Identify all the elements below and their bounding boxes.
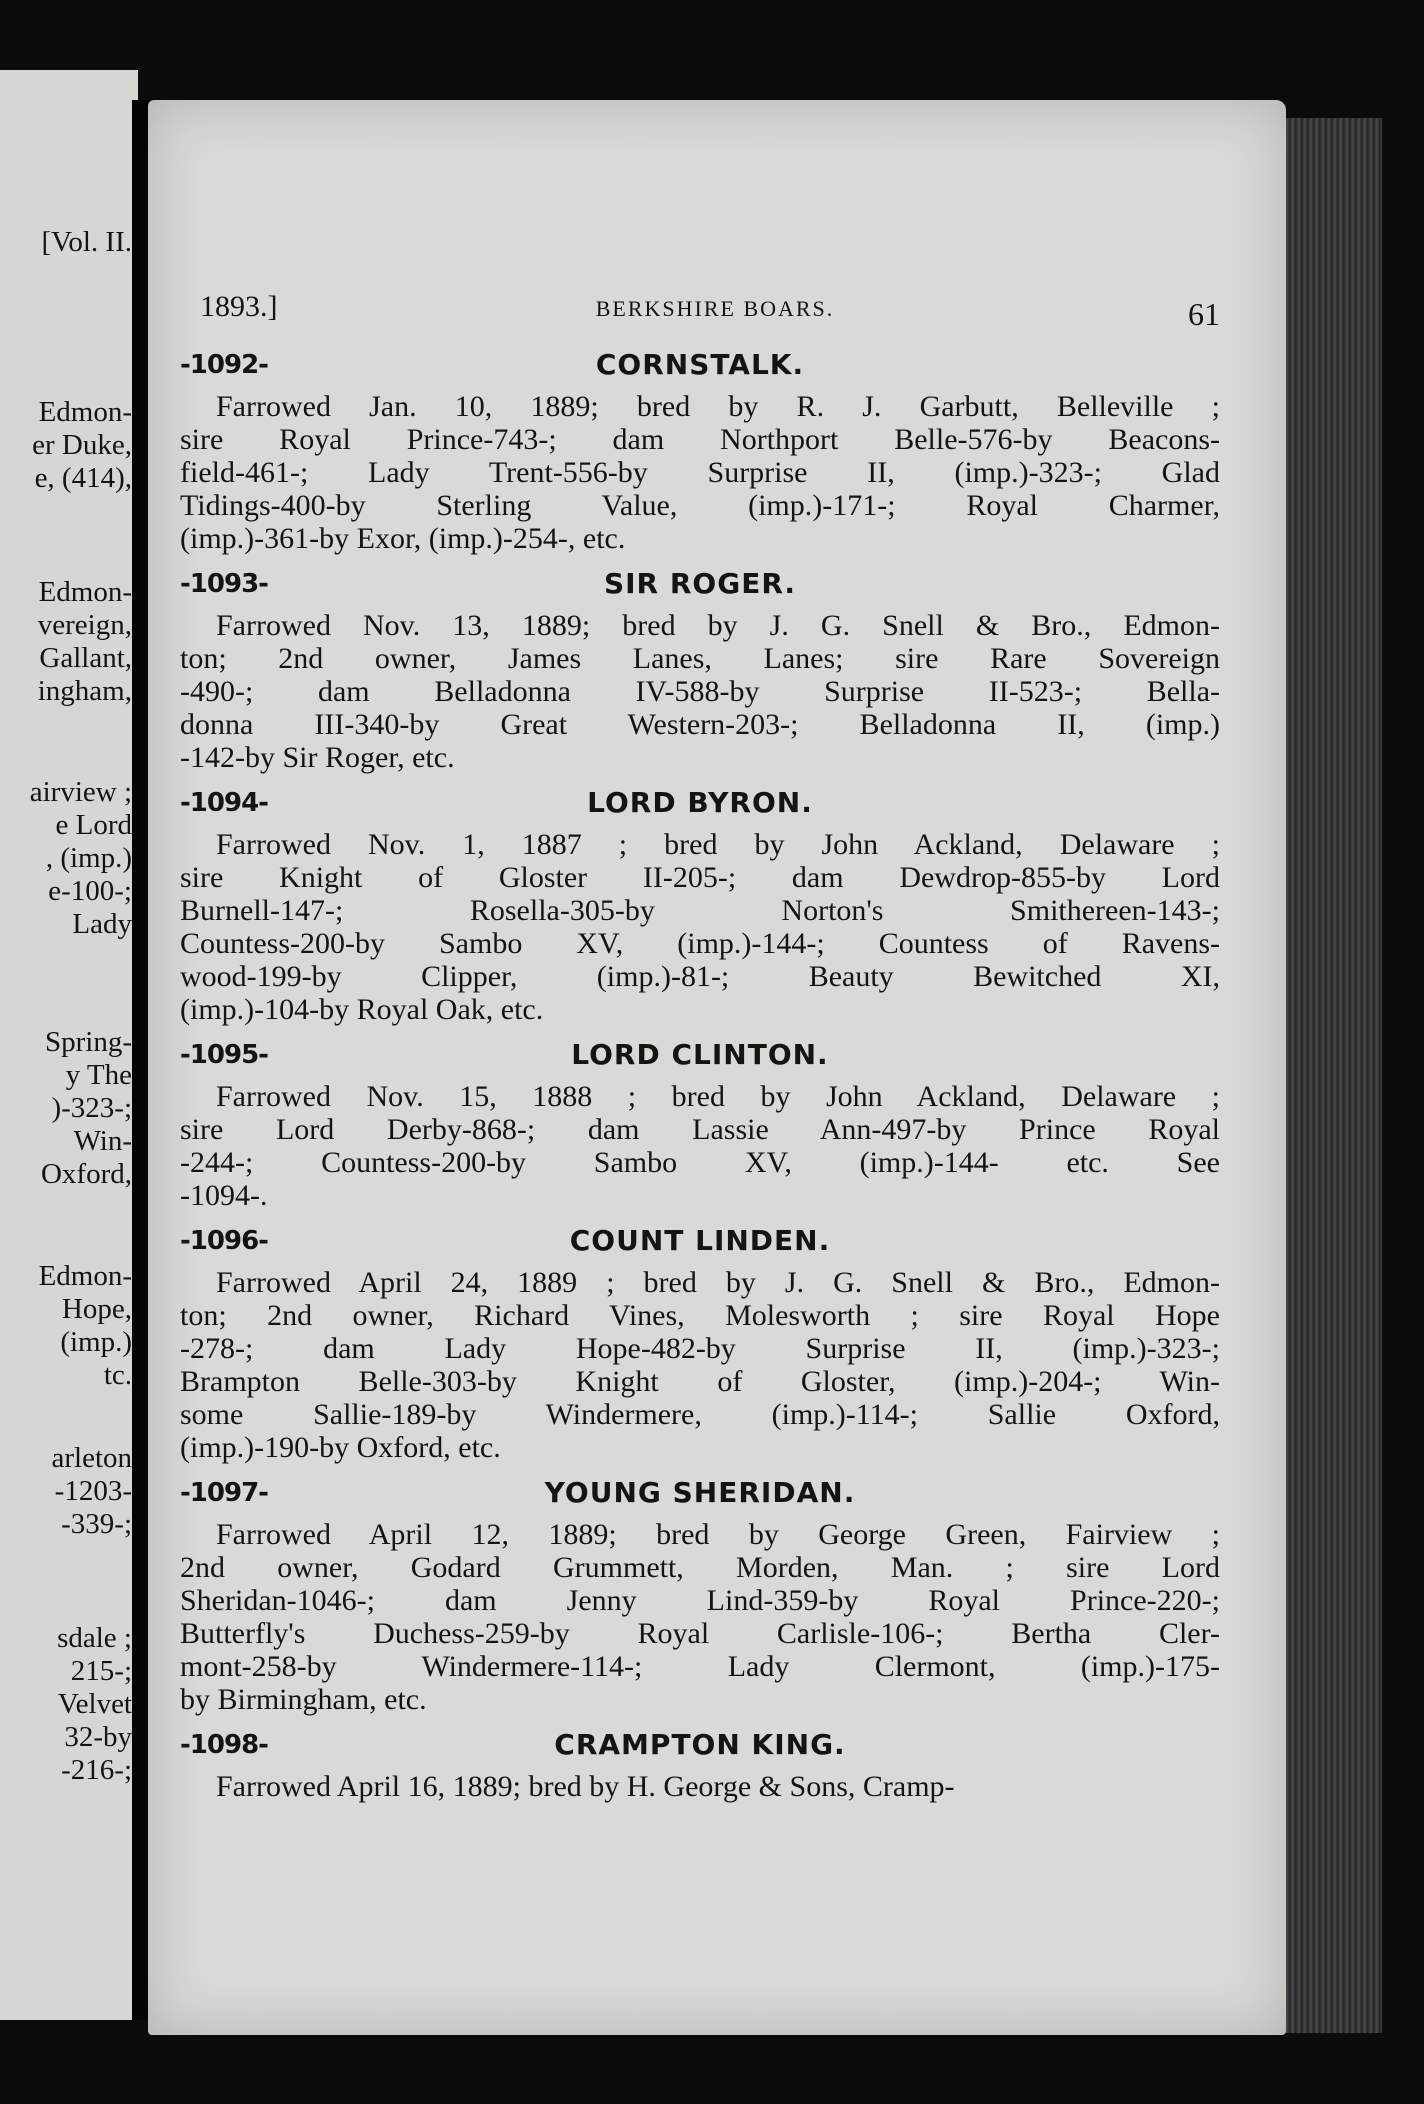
left-page-line: e Lord: [55, 809, 132, 841]
left-page-line: Hope,: [61, 1293, 132, 1325]
pedigree-line: field-461-; Lady Trent-556-by Surprise II, (imp.)-323-; Glad: [180, 456, 1220, 489]
entry-name: SIR ROGER.: [603, 567, 797, 600]
left-page-line: Lady: [72, 908, 132, 940]
left-page-line: -216-;: [61, 1754, 132, 1786]
entry-number: -1096-: [180, 1226, 268, 1256]
left-page-line: , (imp.): [45, 842, 132, 874]
left-page-line: er Duke,: [32, 429, 132, 461]
boar-entry: [180, 1724, 1220, 1803]
left-page-line: arleton: [51, 1442, 132, 1474]
boar-entry: [180, 1034, 1220, 1212]
pedigree-line: Farrowed April 12, 1889; bred by George Green, Fairview ;: [216, 1518, 1220, 1551]
entry-pedigree: [180, 828, 1220, 1026]
pedigree-line: Farrowed Nov. 13, 1889; bred by J. G. Snell & Bro., Edmon-: [216, 609, 1220, 642]
entry-pedigree: [180, 1518, 1220, 1716]
entry-pedigree: [180, 1770, 1220, 1803]
left-page-line: e-100-;: [48, 875, 132, 907]
pedigree-line: (imp.)-104-by Royal Oak, etc.: [180, 993, 544, 1026]
entry-heading: [180, 563, 1220, 609]
entry-number: -1098-: [180, 1730, 268, 1760]
left-page-line: Edmon-: [38, 576, 132, 608]
pedigree-line: -1094-.: [180, 1179, 268, 1212]
entry-number: -1094-: [180, 788, 268, 818]
left-page-line: -339-;: [61, 1508, 132, 1540]
entry-heading: [180, 1472, 1220, 1518]
entry-name: CORNSTALK.: [595, 348, 805, 381]
left-page-line: )-323-;: [51, 1092, 132, 1124]
entry-heading: [180, 1220, 1220, 1266]
entry-name: YOUNG SHERIDAN.: [544, 1476, 856, 1509]
entry-pedigree: [180, 1080, 1220, 1212]
pedigree-line: Countess-200-by Sambo XV, (imp.)-144-; Countess of Ravens-: [180, 927, 1220, 960]
left-page-line: 215-;: [70, 1655, 132, 1687]
pedigree-line: by Birmingham, etc.: [180, 1683, 427, 1716]
pedigree-line: ton; 2nd owner, James Lanes, Lanes; sire Rare Sovereign: [180, 642, 1220, 675]
pedigree-line: sire Royal Prince-743-; dam Northport Belle-576-by Beacons-: [180, 423, 1220, 456]
left-page-line: ingham,: [37, 675, 132, 707]
pedigree-line: Brampton Belle-303-by Knight of Gloster, (imp.)-204-; Win-: [180, 1365, 1220, 1398]
entry-name: COUNT LINDEN.: [569, 1224, 831, 1257]
left-page-line: Oxford,: [40, 1158, 132, 1190]
pedigree-line: -490-; dam Belladonna IV-588-by Surprise II-523-; Bella-: [180, 675, 1220, 708]
entry-name: CRAMPTON KING.: [554, 1728, 846, 1761]
left-page-line: Edmon-: [38, 1260, 132, 1292]
pedigree-line: -142-by Sir Roger, etc.: [180, 741, 455, 774]
pedigree-line: Farrowed Jan. 10, 1889; bred by R. J. Garbutt, Belleville ;: [216, 390, 1220, 423]
pedigree-line: Farrowed April 16, 1889; bred by H. George & Sons, Cramp-: [216, 1770, 955, 1803]
boar-entry: [180, 344, 1220, 555]
left-page-line: tc.: [103, 1359, 132, 1391]
boar-entry: [180, 1220, 1220, 1464]
header-title: BERKSHIRE BOARS.: [595, 296, 835, 321]
entry-number: -1097-: [180, 1478, 268, 1508]
entry-heading: [180, 782, 1220, 828]
running-header: [200, 290, 1230, 334]
pedigree-line: sire Lord Derby-868-; dam Lassie Ann-497-by Prince Royal: [180, 1113, 1220, 1146]
left-page-line: e, (414),: [34, 462, 132, 494]
pedigree-line: Butterfly's Duchess-259-by Royal Carlisle-106-; Bertha Cler-: [180, 1617, 1220, 1650]
pedigree-line: Farrowed Nov. 1, 1887 ; bred by John Ackland, Delaware ;: [216, 828, 1220, 861]
boar-entry: [180, 782, 1220, 1026]
entry-number: -1093-: [180, 569, 268, 599]
left-page-line: sdale ;: [57, 1622, 132, 1654]
left-page-line: -1203-: [54, 1475, 132, 1507]
left-page-line: Win-: [73, 1125, 132, 1157]
left-page-line: Velvet: [57, 1688, 132, 1720]
boar-entry: [180, 563, 1220, 774]
left-page-line: Spring-: [45, 1026, 132, 1058]
entry-number: -1095-: [180, 1040, 268, 1070]
entry-heading: [180, 1724, 1220, 1770]
entry-pedigree: [180, 609, 1220, 774]
pedigree-line: Sheridan-1046-; dam Jenny Lind-359-by Royal Prince-220-;: [180, 1584, 1220, 1617]
pedigree-line: donna III-340-by Great Western-203-; Belladonna II, (imp.): [180, 708, 1220, 741]
left-page-line: 32-by: [64, 1721, 132, 1753]
entry-name: LORD BYRON.: [587, 786, 813, 819]
left-page-line: y The: [65, 1059, 132, 1091]
left-page-line: airview ;: [29, 776, 132, 808]
entry-heading: [180, 1034, 1220, 1080]
header-year: 1893.]: [200, 290, 278, 323]
entry-name: LORD CLINTON.: [571, 1038, 829, 1071]
left-page-line: Edmon-: [38, 396, 132, 428]
entry-pedigree: [180, 1266, 1220, 1464]
pedigree-line: Burnell-147-; Rosella-305-by Norton's Smithereen-143-;: [180, 894, 1220, 927]
right-page: [148, 100, 1286, 2035]
pedigree-line: 2nd owner, Godard Grummett, Morden, Man. ; sire Lord: [180, 1551, 1220, 1584]
entry-list: [180, 344, 1220, 1811]
page-fore-edge: [1284, 118, 1382, 2033]
entry-pedigree: [180, 390, 1220, 555]
pedigree-line: -244-; Countess-200-by Sambo XV, (imp.)-144- etc. See: [180, 1146, 1220, 1179]
left-page-line: Gallant,: [39, 642, 132, 674]
pedigree-line: sire Knight of Gloster II-205-; dam Dewdrop-855-by Lord: [180, 861, 1220, 894]
left-page-line: (imp.): [60, 1326, 132, 1358]
left-page-line: vereign,: [37, 609, 132, 641]
pedigree-line: (imp.)-190-by Oxford, etc.: [180, 1431, 501, 1464]
page-number: 61: [1188, 296, 1220, 332]
left-facing-page: [0, 70, 138, 2020]
pedigree-line: Farrowed April 24, 1889 ; bred by J. G. Snell & Bro., Edmon-: [216, 1266, 1220, 1299]
left-page-line: [Vol. II.: [41, 226, 132, 258]
pedigree-line: Tidings-400-by Sterling Value, (imp.)-171-; Royal Charmer,: [180, 489, 1220, 522]
entry-heading: [180, 344, 1220, 390]
pedigree-line: ton; 2nd owner, Richard Vines, Molesworth ; sire Royal Hope: [180, 1299, 1220, 1332]
boar-entry: [180, 1472, 1220, 1716]
pedigree-line: wood-199-by Clipper, (imp.)-81-; Beauty Bewitched XI,: [180, 960, 1220, 993]
pedigree-line: Farrowed Nov. 15, 1888 ; bred by John Ackland, Delaware ;: [216, 1080, 1220, 1113]
entry-number: -1092-: [180, 350, 268, 380]
pedigree-line: some Sallie-189-by Windermere, (imp.)-114-; Sallie Oxford,: [180, 1398, 1220, 1431]
pedigree-line: (imp.)-361-by Exor, (imp.)-254-, etc.: [180, 522, 626, 555]
pedigree-line: -278-; dam Lady Hope-482-by Surprise II, (imp.)-323-;: [180, 1332, 1220, 1365]
pedigree-line: mont-258-by Windermere-114-; Lady Clermont, (imp.)-175-: [180, 1650, 1220, 1683]
